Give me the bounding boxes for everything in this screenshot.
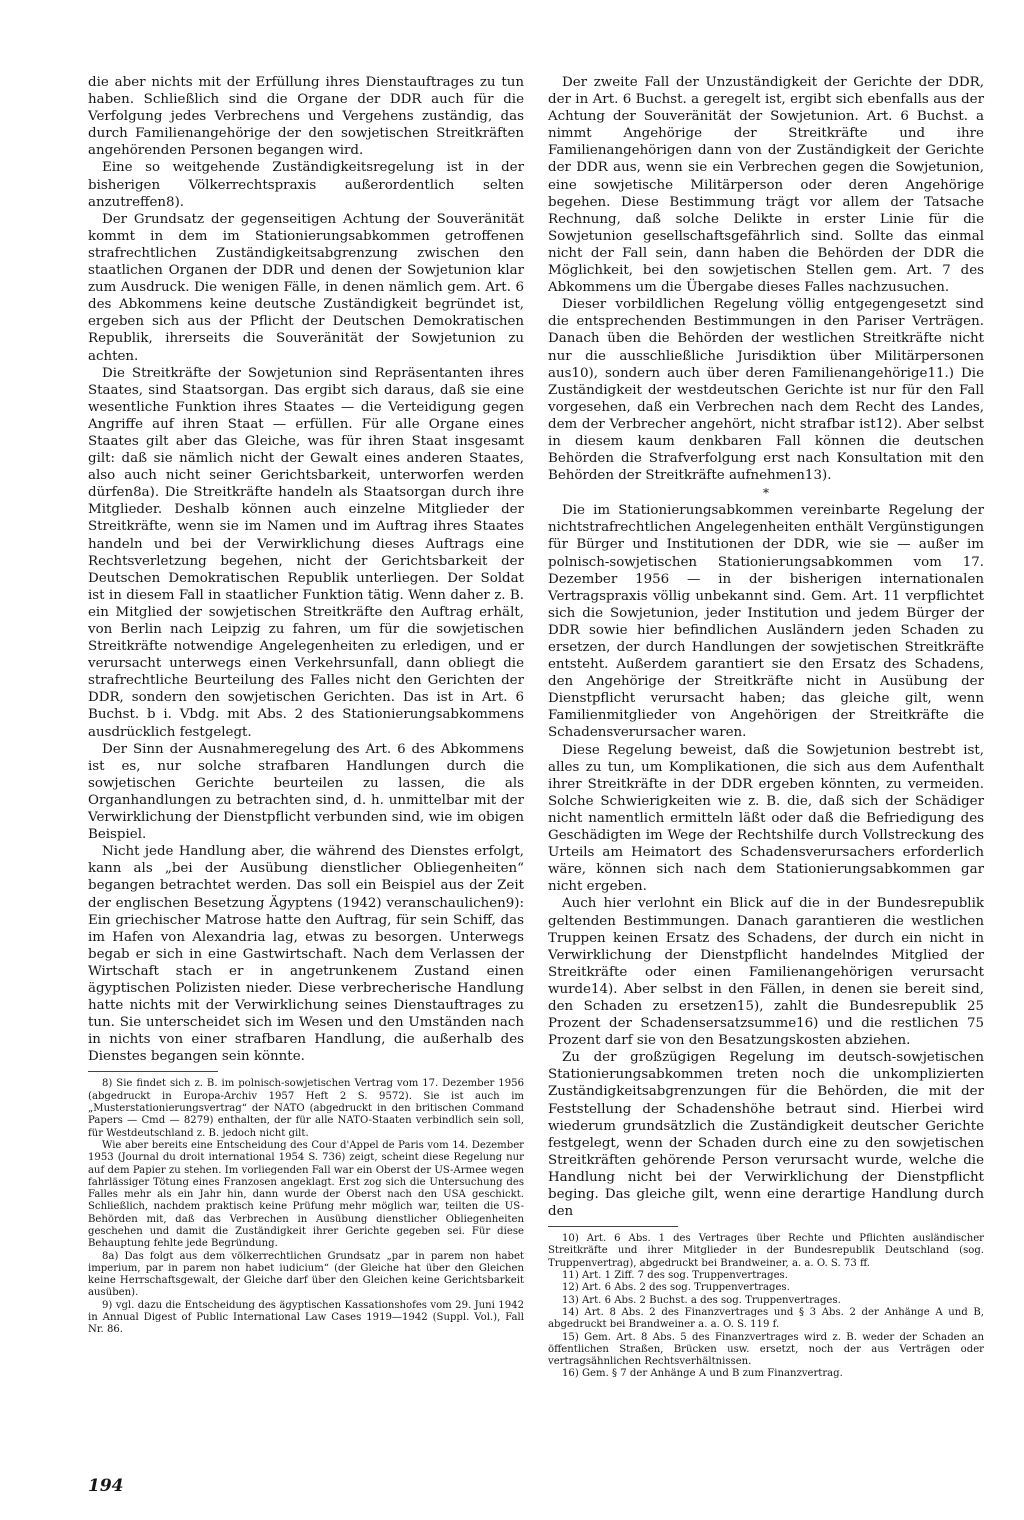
page-number: 194 bbox=[88, 1476, 124, 1496]
text-columns bbox=[88, 74, 984, 1381]
footnote: 12) Art. 6 Abs. 2 des sog. Truppenvertrages. bbox=[562, 1282, 790, 1294]
footnote: 10) Art. 6 Abs. 1 des Vertrages über Rechte und Pflichten ausländischer Streitkräfte und ihrer Mitglieder in der Bundesrepublik Deutschland (sog. Truppenvertrag), abgedruckt bei Brandweiner, a. a. O. S. 73 ff. bbox=[548, 1233, 984, 1269]
footnote: 15) Gem. Art. 8 Abs. 5 des Finanzvertrages wird z. B. weder der Schaden an öffentlichen Straßen, Brücken usw. ersetzt, noch der aus Verträgen oder vertragsähnlichen Rechtsverhältnissen. bbox=[548, 1331, 984, 1368]
body-paragraph: Eine so weitgehende Zuständigkeitsregelung ist in der bisherigen Völkerrechtspraxis außerordentlich selten anzutreffen8). bbox=[88, 160, 524, 210]
footnotes-left bbox=[88, 1078, 524, 1336]
body-paragraph: die aber nichts mit der Erfüllung ihres Dienstauftrages zu tun haben. Schließlich sind die Organe der DDR auch für die Verfolgung jedes Verbrechens und Vergehens zuständig, das durch Familienangehörige der den sowjetischen Streitkräften angehörenden Personen begangen wird. bbox=[88, 75, 524, 159]
footnote: 11) Art. 1 Ziff. 7 des sog. Truppenvertrages. bbox=[562, 1270, 788, 1282]
body-paragraph: Dieser vorbildlichen Regelung völlig entgegengesetzt sind die entsprechenden Bestimmungen in den Pariser Verträgen. Danach üben die Behörden der westlichen Streitkräfte nicht nur die ausschließliche Jurisdiktion über Militärpersonen aus10), sondern auch über deren Familienangehörige11.) Die Zuständigkeit der westdeutschen Gerichte ist nur für den Fall vorgesehen, daß ein Verbrechen nach dem Recht des Landes, dem der Verbrecher angehört, nicht strafbar ist12). Aber selbst in diesem kaum denkbaren Fall können die deutschen Behörden die Strafverfolgung erst nach Konsultation mit den Behörden der Streitkräfte aufnehmen13). bbox=[548, 297, 984, 484]
body-paragraph: Der Sinn der Ausnahmeregelung des Art. 6 des Abkommens ist es, nur solche strafbaren Handlungen durch die sowjetischen Gerichte beurteilen zu lassen, die als Organhandlungen zu betrachten sind, d. h. unmittelbar mit der Verwirklichung der Dienstpflicht verbunden sind, wie im obigen Beispiel. bbox=[88, 741, 524, 843]
body-paragraph: Der Grundsatz der gegenseitigen Achtung der Souveränität kommt in dem im Stationierungsabkommen getroffenen strafrechtlichen Zuständigkeitsabgrenzung zwischen den staatlichen Organen der DDR und denen der Sowjetunion klar zum Ausdruck. Die wenigen Fälle, in denen nämlich gem. Art. 6 des Abkommens keine deutsche Zuständigkeit begründet ist, ergeben sich aus der Pflicht der Deutschen Demokratischen Republik, ihrerseits die Souveränität der Sowjetunion zu achten. bbox=[88, 211, 524, 364]
body-paragraph: Auch hier verlohnt ein Blick auf die in der Bundesrepublik geltenden Bestimmungen. Danach garantieren die westlichen Truppen keinen Ersatz des Schadens, der durch ein nicht in Verwirklichung der Dienstpflicht handelndes Mitglied der Streitkräfte oder einen Familienangehörigen verursacht wurde14). Aber selbst in den Fällen, in denen sie bereit sind, den Schaden zu ersetzen15), zahlt die Bundesrepublik 25 Prozent der Schadensersatzsumme16) und die restlichen 75 Prozent darf sie von den Besatzungskosten abziehen. bbox=[548, 896, 984, 1049]
body-paragraph: Nicht jede Handlung aber, die während des Dienstes erfolgt, kann als „bei der Ausübung dienstlicher Obliegenheiten“ begangen betrachtet werden. Das soll ein Beispiel aus der Zeit der englischen Besetzung Ägyptens (1942) veranschaulichen9): Ein griechischer Matrose hatte den Auftrag, für sein Schiff, das im Hafen von Alexandria lag, etwas zu besorgen. Unterwegs begab er sich in eine Gastwirtschaft. Nach dem Verlassen der Wirtschaft stach er in angetrunkenem Zustand einen ägyptischen Polizisten nieder. Diese verbrecherische Handlung hatte nichts mit der Verwirklichung seines Dienstauftrages zu tun. Sie unterscheidet sich im Wesen und den Umständen nach in nichts von einer strafbaren Handlung, die außerhalb des Dienstes begangen sein könnte. bbox=[88, 844, 524, 1065]
footnote: 9) vgl. dazu die Entscheidung des ägyptischen Kassationshofes vom 29. Juni 1942 in Annual Digest of Public International Law Cases 1919—1942 (Suppl. Vol.), Fall Nr. 86. bbox=[88, 1299, 524, 1336]
footnote: 14) Art. 8 Abs. 2 des Finanzvertrages und § 3 Abs. 2 der Anhänge A und B, abgedruckt bei Brandweiner a. a. O. S. 119 f. bbox=[548, 1306, 984, 1331]
footnotes-right bbox=[548, 1233, 984, 1381]
footnote: 8a) Das folgt aus dem völkerrechtlichen Grundsatz „par in parem non habet imperium, par in parem non habet iudicium“ (der Gleiche hat über den Gleichen keine Herrschaftsgewalt, der Gleiche darf über den Gleichen keine Gerichtsbarkeit ausüben). bbox=[88, 1250, 524, 1299]
footnote-divider bbox=[88, 1071, 218, 1072]
footnote-divider bbox=[548, 1226, 678, 1227]
body-paragraph: Der zweite Fall der Unzuständigkeit der Gerichte der DDR, der in Art. 6 Buchst. a geregelt ist, ergibt sich ebenfalls aus der Achtung der Souveränität der Sowjetunion. Art. 6 Buchst. a nimmt Angehörige der Streitkräfte und ihre Familienangehörigen dann von der Zuständigkeit der Gerichte der DDR aus, wenn sie ein Verbrechen gegen die Sowjetunion, eine sowjetische Militärperson oder deren Angehörige begehen. Diese Bestimmung trägt vor allem der Tatsache Rechnung, daß solche Delikte in erster Linie für die Sowjetunion gesellschaftsgefährlich sind. Sollte das einmal nicht der Fall sein, dann haben die Behörden der DDR die Möglichkeit, bei den sowjetischen Stellen gem. Art. 7 des Abkommens um die Übergabe dieses Falles nachzusuchen. bbox=[548, 75, 984, 296]
footnote: 8) Sie findet sich z. B. im polnisch-sowjetischen Vertrag vom 17. Dezember 1956 (abgedruckt in Europa-Archiv 1957 Heft 2 S. 9572). Sie ist auch im „Musterstationierungsvertrag“ der NATO (abgedruckt in den britischen Command Papers — Cmd — 8279) enthalten, der für alle NATO-Staaten verbindlich sein soll, für Westdeutschland z. B. jedoch nicht gilt. bbox=[88, 1078, 524, 1139]
left-column bbox=[88, 74, 524, 1381]
footnote: 13) Art. 6 Abs. 2 Buchst. a des sog. Truppenvertrages. bbox=[562, 1294, 841, 1306]
body-paragraph: Zu der großzügigen Regelung im deutsch-sowjetischen Stationierungsabkommen treten noch die unkomplizierten Zuständigkeitsabgrenzungen für die Behörden, die mit der Feststellung der Schadenshöhe betraut sind. Hierbei wird wiederum grundsätzlich die Zuständigkeit deutscher Gerichte festgelegt, wenn der Schaden durch eine zu den sowjetischen Streitkräften gehörende Person verursacht wurde, welche die Handlung nicht bei der Verwirklichung der Dienstpflicht beging. Das gleiche gilt, wenn eine derartige Handlung durch den bbox=[548, 1050, 984, 1220]
footnote: Wie aber bereits eine Entscheidung des Cour d'Appel de Paris vom 14. Dezember 1953 (Journal du droit international 1954 S. 736) zeigt, scheint diese Regelung nur auf dem Papier zu stehen. Im vorliegenden Fall war ein Oberst der US-Armee wegen fahrlässiger Tötung eines Franzosen angeklagt. Erst zog sich die Untersuchung des Falles mehr als ein Jahr hin, dann wurde der Oberst nach den USA geschickt. Schließlich, nachdem praktisch keine Prüfung mehr möglich war, teilten die US-Behörden mit, daß das Verbrechen in Ausübung dienstlicher Obliegenheiten geschehen und damit die Zuständigkeit ihrer Gerichte gegeben sei. Für diese Behauptung fehlte jede Begründung. bbox=[88, 1139, 524, 1250]
body-paragraph: Die im Stationierungsabkommen vereinbarte Regelung der nichtstrafrechtlichen Angelegenheiten enthält Vergünstigungen für Bürger und Institutionen der DDR, wie sie — außer im polnisch-sowjetischen Stationierungsabkommen vom 17. Dezember 1956 — in der bisherigen internationalen Vertragspraxis völlig unbekannt sind. Gem. Art. 11 verpflichtet sich die Sowjetunion, jeder Institution und jedem Bürger der DDR sowie hier befindlichen Ausländern jeden Schaden zu ersetzen, der durch Handlungen der sowjetischen Streitkräfte entsteht. Außerdem garantiert sie den Ersatz des Schadens, den Angehörige der Streitkräfte nicht in Ausübung der Dienstpflicht verursacht haben; das gleiche gilt, wenn Familienmitglieder von Angehörigen der Streitkräfte die Schadensverursacher waren. bbox=[548, 503, 984, 741]
footnote: 16) Gem. § 7 der Anhänge A und B zum Finanzvertrag. bbox=[562, 1368, 843, 1380]
right-column bbox=[548, 74, 984, 1381]
body-paragraph: Diese Regelung beweist, daß die Sowjetunion bestrebt ist, alles zu tun, um Komplikationen, die sich aus dem Aufenthalt ihrer Streitkräfte in der DDR ergeben könnten, zu vermeiden. Solche Schwierigkeiten wie z. B. die, daß sich der Schädiger nicht namentlich ermitteln läßt oder daß die Befriedigung des Geschädigten im Wege der Rechtshilfe durch Vollstreckung des Urteils am Heimatort des Schadensverursachers erforderlich wäre, können sich nach dem Stationierungsabkommen gar nicht ergeben. bbox=[548, 742, 984, 895]
section-separator: * bbox=[763, 486, 769, 501]
body-paragraph: Die Streitkräfte der Sowjetunion sind Repräsentanten ihres Staates, sind Staatsorgan. Das ergibt sich daraus, daß sie eine wesentliche Funktion ihres Staates — die Verteidigung gegen Angriffe auf ihren Staat — erfüllen. Für alle Organe eines Staates gilt aber das Gleiche, was für ihren Staat insgesamt gilt: daß sie nämlich nicht der Gewalt eines anderen Staates, also auch nicht seiner Gerichtsbarkeit, unterworfen werden dürfen8a). Die Streitkräfte handeln als Staatsorgan durch ihre Mitglieder. Deshalb können auch einzelne Mitglieder der Streitkräfte, wenn sie im Namen und im Auftrag ihres Staates handeln und bei der Verwirklichung dieses Auftrags eine Rechtsverletzung begehen, nicht der Gerichtsbarkeit der Deutschen Demokratischen Republik unterliegen. Der Soldat ist in diesem Fall in staatlicher Funktion tätig. Wenn daher z. B. ein Mitglied der sowjetischen Streitkräfte den Auftrag erhält, von Berlin nach Leipzig zu fahren, um für die sowjetischen Streitkräfte notwendige Angelegenheiten zu erledigen, und er verursacht unterwegs einen Verkehrsunfall, dann obliegt die strafrechtliche Beurteilung des Falles nicht den Gerichten der DDR, sondern den sowjetischen Gerichten. Das ist in Art. 6 Buchst. b i. Vbdg. mit Abs. 2 des Stationierungsabkommens ausdrücklich festgelegt. bbox=[88, 365, 524, 740]
